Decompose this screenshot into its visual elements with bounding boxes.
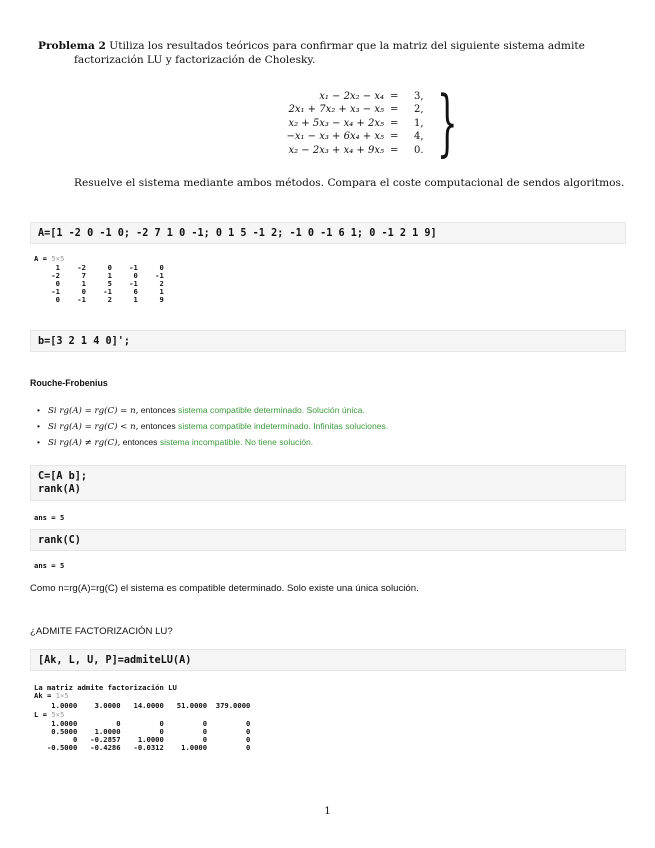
var-name: L = bbox=[34, 710, 52, 719]
var-dims: 5×5 bbox=[51, 710, 65, 719]
equation-lhs: 2x₁ + 7x₂ + x₃ − x₅ bbox=[288, 104, 384, 116]
equation-rhs: 4, bbox=[414, 131, 424, 143]
output-a bbox=[34, 255, 64, 263]
equation-sign: = bbox=[390, 91, 399, 102]
bullet-icon: • bbox=[37, 421, 41, 431]
equation-sign: = bbox=[390, 131, 399, 143]
output-l bbox=[34, 711, 64, 719]
equation-row bbox=[258, 117, 458, 130]
rule-condition: Si rg(A) ≠ rg(C), bbox=[48, 438, 121, 448]
rouche-rules bbox=[36, 405, 536, 453]
equation-rhs: 0. bbox=[414, 144, 424, 156]
equation-lhs: −x₁ − x₃ + 6x₄ + x₅ bbox=[286, 131, 384, 143]
right-brace-icon: } bbox=[437, 80, 458, 164]
page-number: 1 bbox=[324, 806, 331, 817]
matrix-l-output: 1.0000 0 0 0 0 0.5000 1.0000 0 0 0 0 -0.2857 1.0000 0 0 -0.5000 -0.4286 -0.0312 1.0000 0 bbox=[46, 719, 251, 752]
equation-lhs: x₂ − 2x₃ + x₄ + 9x₅ bbox=[288, 144, 384, 156]
code-cell-rank-c[interactable]: rank(C) bbox=[30, 529, 626, 551]
bullet-icon: • bbox=[37, 437, 41, 447]
equation-sign: = bbox=[390, 144, 399, 156]
problem-text-line2: factorización LU y factorización de Cholesky. bbox=[74, 53, 316, 66]
rule-item bbox=[36, 437, 536, 449]
var-dims: 5×5 bbox=[51, 254, 65, 263]
lu-message: La matriz admite factorización LU bbox=[34, 683, 177, 692]
output-ak bbox=[34, 692, 69, 700]
problem-statement bbox=[38, 40, 626, 67]
equation-sign: = bbox=[390, 117, 399, 129]
equation-row bbox=[258, 130, 458, 143]
output-ans-2: ans = 5 bbox=[34, 561, 65, 570]
rule-condition: Si rg(A) = rg(C) < n, bbox=[48, 422, 139, 432]
conclusion-text: Como n=rg(A)=rg(C) el sistema es compatible determinado. Solo existe una única solución. bbox=[30, 583, 419, 594]
code-cell-c[interactable]: C=[A b]; rank(A) bbox=[30, 465, 626, 501]
equation-lhs: x₁ − 2x₂ − x₄ bbox=[319, 91, 384, 102]
lu-heading: ¿ADMITE FACTORIZACIÓN LU? bbox=[30, 626, 173, 637]
equation-lhs: x₂ + 5x₃ − x₄ + 2x₅ bbox=[288, 117, 384, 129]
matrix-a-output: 1 -2 0 -1 0 -2 7 1 0 -1 0 1 5 -1 2 -1 0 -1 6 1 0 -1 2 1 9 bbox=[51, 263, 164, 304]
equation-row bbox=[258, 144, 458, 157]
equation-sign: = bbox=[390, 104, 399, 116]
ak-row-output: 1.0000 3.0000 14.0000 51.0000 379.0000 bbox=[34, 701, 251, 710]
code-cell-a[interactable]: A=[1 -2 0 -1 0; -2 7 1 0 -1; 0 1 5 -1 2; -1 0 -1 6 1; 0 -1 2 1 9] bbox=[30, 222, 626, 244]
var-dims: 1×5 bbox=[55, 691, 69, 700]
equation-rhs: 1, bbox=[414, 117, 424, 129]
problem-label: Problema 2 bbox=[38, 40, 106, 52]
code-cell-b[interactable]: b=[3 2 1 4 0]'; bbox=[30, 330, 626, 352]
equation-system bbox=[258, 90, 458, 157]
equation-row bbox=[258, 103, 458, 116]
rule-result: sistema incompatible. No tiene solución. bbox=[159, 437, 314, 447]
resuelve-paragraph: Resuelve el sistema mediante ambos métodos. Compara el coste computacional de sendos algoritmos. bbox=[74, 177, 625, 189]
code-cell-admite[interactable]: [Ak, L, U, P]=admiteLU(A) bbox=[30, 649, 626, 671]
equation-rhs: 3, bbox=[414, 91, 424, 102]
output-ans-1: ans = 5 bbox=[34, 513, 65, 522]
rule-condition: Si rg(A) = rg(C) = n, bbox=[48, 406, 139, 416]
rule-result: sistema compatible indeterminado. Infinitas soluciones. bbox=[178, 421, 389, 431]
rule-connector: entonces bbox=[138, 421, 179, 431]
equation-row bbox=[258, 90, 458, 103]
var-name: Ak = bbox=[34, 691, 56, 700]
rule-item bbox=[36, 421, 448, 433]
rule-connector: entonces bbox=[138, 405, 179, 415]
problem-text-line1: Utiliza los resultados teóricos para confirmar que la matriz del siguiente sistema admite bbox=[109, 40, 585, 52]
var-name: A = bbox=[34, 254, 52, 263]
equation-rhs: 2, bbox=[414, 104, 424, 116]
rule-item bbox=[36, 405, 536, 417]
bullet-icon: • bbox=[37, 405, 41, 415]
rouche-title: Rouche-Frobenius bbox=[30, 378, 108, 388]
rule-result: sistema compatible determinado. Solución única. bbox=[178, 405, 365, 415]
rule-connector: entonces bbox=[120, 437, 160, 447]
